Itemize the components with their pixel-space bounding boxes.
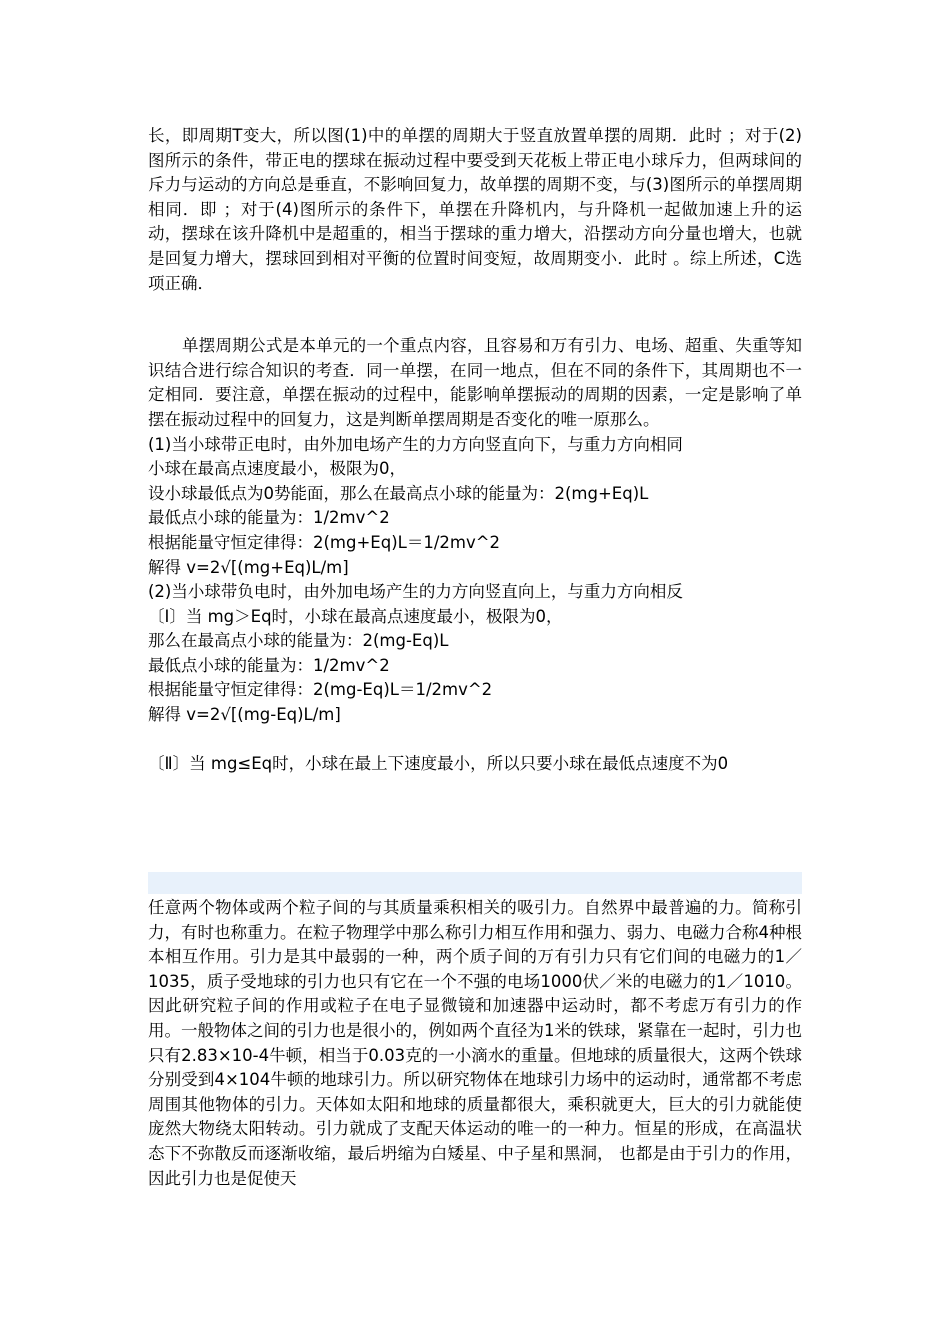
solution-line: (2)当小球带负电时，由外加电场产生的力方向竖直向上，与重力方向相反 (148, 582, 683, 602)
solution-line: (1)当小球带正电时，由外加电场产生的力方向竖直向下，与重力方向相同 (148, 434, 683, 454)
spacer (148, 728, 802, 752)
paragraph-summary: 单摆周期公式是本单元的一个重点内容，且容易和万有引力、电场、超重、失重等知识结合进行综合知识的考查．同一单摆，在同一地点，但在不同的条件下，其周期也不一定相同．要注意，单摆在振动的过程中，能影响单摆振动的周期的因素，一定是影响了单摆在振动过程中的回复力，这是判断单摆周期是否变化的唯一原那么。 (148, 336, 802, 429)
solution-line: 解得 v=2√[(mg-Eq)L/m] (148, 705, 341, 725)
solution-line: 那么在最高点小球的能量为：2(mg-Eq)L (148, 631, 449, 651)
gravitation-article (148, 896, 802, 1191)
solution-line: 解得 v=2√[(mg+Eq)L/m] (148, 557, 349, 577)
solution-line: 最低点小球的能量为：1/2mv^2 (148, 655, 390, 675)
solution-line: 根据能量守恒定律得：2(mg+Eq)L＝1/2mv^2 (148, 532, 501, 552)
paragraph-gravitation: 任意两个物体或两个粒子间的与其质量乘积相关的吸引力。自然界中最普遍的力。简称引力，有时也称重力。在粒子物理学中那么称引力相互作用和强力、弱力、电磁力合称4种根本相互作用。引力是其中最弱的一种，两个质子间的万有引力只有它们间的电磁力的1／1035，质子受地球的引力也只有它在一个不强的电场1000伏／米的电磁力的1／1010。因此研究粒子间的作用或粒子在电子显微镜和加速器中运动时，都不考虑万有引力的作用。一般物体之间的引力也是很小的，例如两个直径为1米的铁球，紧靠在一起时，引力也只有2.83×10-4牛顿，相当于0.03克的一小滴水的重量。但地球的质量很大，这两个铁球分别受到4×104牛顿的地球引力。所以研究物体在地球引力场中的运动时，通常都不考虑周围其他物体的引力。天体如太阳和地球的质量都很大，乘积就更大，巨大的引力就能使庞然大物绕太阳转动。引力就成了支配天体运动的唯一的一种力。恒星的形成，在高温状态下不弥散反而逐渐收缩，最后坍缩为白矮星、中子星和黑洞， 也都是由于引力的作用，因此引力也是促使天 (148, 898, 802, 1188)
solution-line: 小球在最高点速度最小，极限为0， (148, 459, 406, 479)
solution-line: 最低点小球的能量为：1/2mv^2 (148, 508, 390, 528)
solution-case-2: 〔Ⅱ〕当 mg≤Eq时，小球在最上下速度最小，所以只要小球在最低点速度不为0 (148, 753, 729, 773)
paragraph-period-analysis: 长，即周期T变大，所以图(1)中的单摆的周期大于竖直放置单摆的周期．此时 ；对于(2)图所示的条件，带正电的摆球在振动过程中要受到天花板上带正电小球斥力，但两球间的斥力与运动的方向总是垂直，不影响回复力，故单摆的周期不变，与(3)图所示的单摆周期相同．即 ；对于(4)图所示的条件下，单摆在升降机内，与升降机一起做加速上升的运动，摆球在该升降机中是超重的，相当于摆球的重力增大，沿摆动方向分量也增大，也就是回复力增大，摆球回到相对平衡的位置时间变短，故周期变小．此时 。综上所述，C选项正确． (148, 126, 802, 293)
solution-line: 根据能量守恒定律得：2(mg-Eq)L＝1/2mv^2 (148, 680, 493, 700)
solution-line: 〔Ⅰ〕当 mg＞Eq时，小球在最高点速度最小，极限为0， (148, 606, 563, 626)
spacer (148, 296, 802, 320)
section-divider-band (148, 872, 802, 894)
document-page (148, 124, 802, 776)
solution-line: 设小球最低点为0势能面，那么在最高点小球的能量为：2(mg+Eq)L (148, 483, 649, 503)
